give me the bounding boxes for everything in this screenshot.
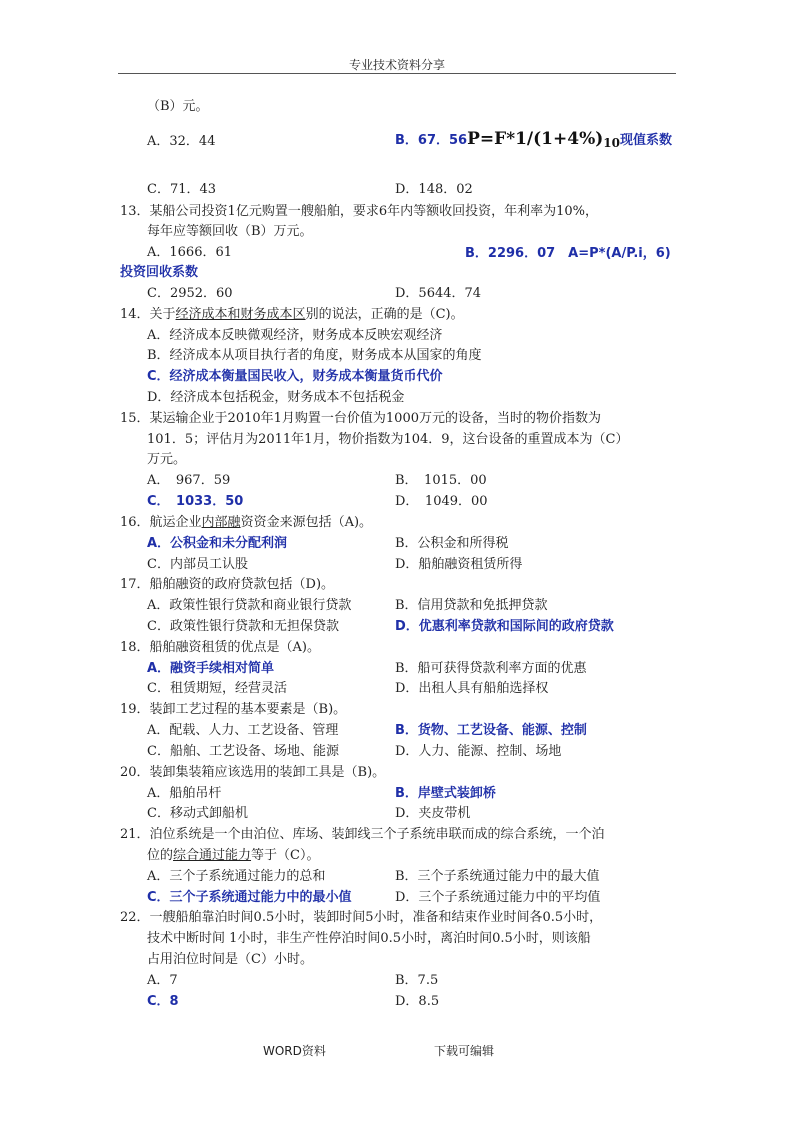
answer-option-c: C．8 bbox=[147, 994, 179, 1009]
option-b: B．信用贷款和免抵押贷款 bbox=[395, 598, 548, 613]
option-d: D．148．02 bbox=[395, 182, 473, 197]
answer-option-b: B．岸壁式装卸桥 bbox=[395, 786, 496, 801]
option-a: A．经济成本反映微观经济，财务成本反映宏观经济 bbox=[147, 328, 443, 343]
question-22: 22．一艘船舶靠泊时间0.5小时，装卸时间5小时，准备和结束作业时间各0.5小时， bbox=[120, 910, 603, 925]
option-b: B．三个子系统通过能力中的最大值 bbox=[395, 869, 600, 884]
answer-option-c: C．经济成本衡量国民收入，财务成本衡量货币代价 bbox=[147, 369, 443, 384]
option-b: B．公积金和所得税 bbox=[395, 536, 509, 551]
text-span: 等于（C）。 bbox=[251, 848, 320, 863]
formula: P=F*1/(1+4%) bbox=[467, 129, 604, 149]
text-line: （B）元。 bbox=[147, 99, 209, 114]
option-d: D．三个子系统通过能力中的平均值 bbox=[395, 890, 601, 905]
header-rule bbox=[118, 73, 676, 74]
option-d: D．夹皮带机 bbox=[395, 806, 471, 821]
question-20: 20．装卸集装箱应该选用的装卸工具是（B)。 bbox=[120, 765, 386, 780]
text-span: 14．关于 bbox=[120, 307, 176, 322]
answer-line bbox=[395, 131, 672, 151]
option-c: C．2952．60 bbox=[147, 286, 233, 301]
formula-note: 现值系数 bbox=[619, 133, 672, 148]
option-a: A．配载、人力、工艺设备、管理 bbox=[147, 723, 339, 738]
option-a: A．三个子系统通过能力的总和 bbox=[147, 869, 326, 884]
underlined-term: 经济成本和财务成本区 bbox=[175, 307, 306, 322]
question-14 bbox=[120, 307, 464, 323]
option-c: C．船舶、工艺设备、场地、能源 bbox=[147, 744, 339, 759]
footer-right: 下载可编辑 bbox=[434, 1044, 495, 1058]
answer-option-c: C．三个子系统通过能力中的最小值 bbox=[147, 890, 352, 905]
answer-option-c: C． 1033．50 bbox=[147, 494, 244, 509]
option-a: A．32．44 bbox=[147, 134, 216, 149]
underlined-term: 综合通过能力 bbox=[173, 848, 252, 863]
answer-option-a: A．公积金和未分配利润 bbox=[147, 536, 288, 551]
option-c: C．内部员工认股 bbox=[147, 557, 248, 572]
text-span: 位的 bbox=[147, 848, 174, 863]
formula-exponent: 10 bbox=[603, 136, 620, 150]
option-c: C．政策性银行贷款和无担保贷款 bbox=[147, 619, 339, 634]
question-13: 13．某船公司投资1亿元购置一艘船舶，要求6年内等额收回投资，年利率为10%， bbox=[120, 204, 598, 219]
option-c: C．租赁期短，经营灵活 bbox=[147, 681, 287, 696]
question-15: 15．某运输企业于2010年1月购置一台价值为1000万元的设备，当时的物价指数为 bbox=[120, 411, 601, 426]
text-line: 技术中断时间 1小时，非生产性停泊时间0.5小时，离泊时间0.5小时，则该船 bbox=[147, 931, 591, 946]
answer-option-b: B．67．56 bbox=[395, 133, 468, 148]
text-span: 16．航运企业 bbox=[120, 515, 202, 530]
option-a: A．1666．61 bbox=[147, 245, 233, 260]
text-span: 别的说法，正确的是（C)。 bbox=[305, 307, 464, 322]
answer-note: 投资回收系数 bbox=[120, 265, 199, 280]
option-a: A． 967．59 bbox=[147, 473, 231, 488]
option-a: A．7 bbox=[147, 973, 178, 988]
question-17: 17．船舶融资的政府贷款包括（D)。 bbox=[120, 577, 335, 592]
answer-option-b: B．货物、工艺设备、能源、控制 bbox=[395, 723, 587, 738]
answer-option-a: A．融资手续相对简单 bbox=[147, 661, 275, 676]
answer-option-d: D．优惠利率贷款和国际间的政府贷款 bbox=[395, 619, 614, 634]
option-c: C．71．43 bbox=[147, 182, 217, 197]
option-d: D．8.5 bbox=[395, 994, 440, 1009]
option-a: A．船舶吊杆 bbox=[147, 786, 222, 801]
option-d: D． 1049．00 bbox=[395, 494, 488, 509]
option-c: C．移动式卸船机 bbox=[147, 806, 248, 821]
underlined-term: 内部融 bbox=[201, 515, 241, 530]
option-b: B． 1015．00 bbox=[395, 473, 487, 488]
question-16 bbox=[120, 515, 372, 531]
page-header: 专业技术资料分享 bbox=[348, 58, 445, 72]
option-d: D．船舶融资租赁所得 bbox=[395, 557, 523, 572]
text-line: 每年应等额回收（B）万元。 bbox=[147, 224, 313, 239]
question-21: 21．泊位系统是一个由泊位、库场、装卸线三个子系统串联而成的综合系统，一个泊 bbox=[120, 827, 605, 842]
question-18: 18．船舶融资租赁的优点是（A)。 bbox=[120, 640, 321, 655]
text-line: 101．5；评估月为2011年1月，物价指数为104．9，这台设备的重置成本为（C） bbox=[147, 432, 629, 447]
text-line: 万元。 bbox=[147, 452, 187, 467]
option-d: D．5644．74 bbox=[395, 286, 482, 301]
answer-option-b: B．2296．07 A=P*(A/P.i，6) bbox=[465, 246, 671, 261]
option-b: B．经济成本从项目执行者的角度，财务成本从国家的角度 bbox=[147, 348, 482, 363]
option-d: D．经济成本包括税金，财务成本不包括税金 bbox=[147, 390, 405, 405]
question-19: 19．装卸工艺过程的基本要素是（B)。 bbox=[120, 702, 347, 717]
text-line: 占用泊位时间是（C）小时。 bbox=[147, 952, 313, 967]
footer-left: WORD资料 bbox=[263, 1044, 326, 1058]
option-b: B．船可获得贷款利率方面的优惠 bbox=[395, 661, 587, 676]
text-line bbox=[147, 848, 319, 864]
option-d: D．出租人具有船舶选择权 bbox=[395, 681, 549, 696]
option-a: A．政策性银行贷款和商业银行贷款 bbox=[147, 598, 352, 613]
option-d: D．人力、能源、控制、场地 bbox=[395, 744, 562, 759]
option-b: B．7.5 bbox=[395, 973, 439, 988]
text-span: 资资金来源包括（A)。 bbox=[240, 515, 373, 530]
